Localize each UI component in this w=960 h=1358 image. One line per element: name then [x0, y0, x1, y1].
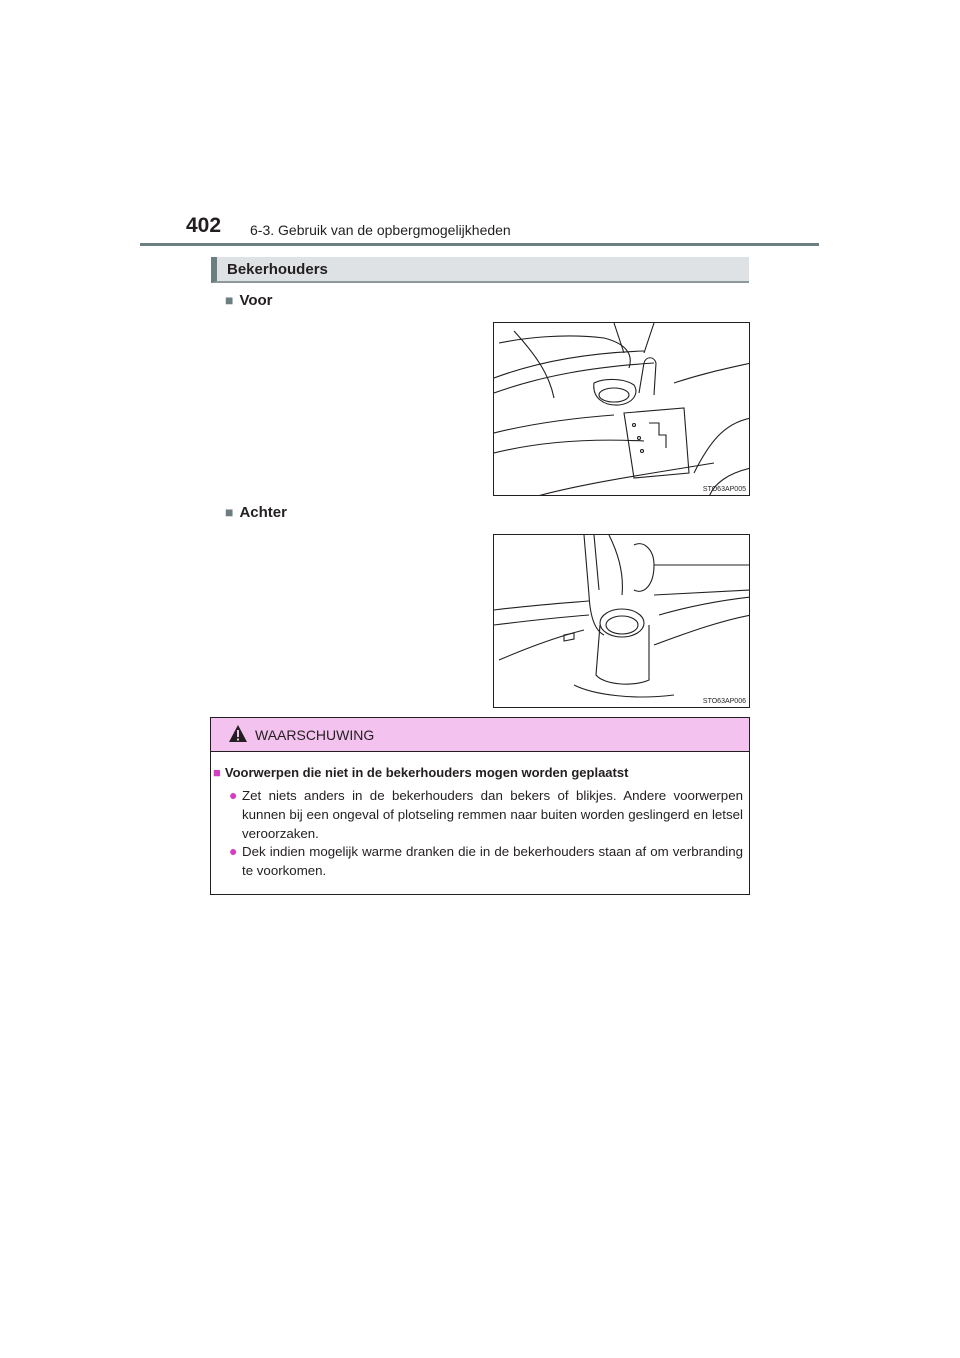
warning-header-label: WAARSCHUWING: [255, 727, 375, 743]
subheading-rear: [225, 504, 287, 521]
figure-front-cupholder: [493, 322, 750, 496]
figure-rear-code: STO63AP006: [702, 698, 746, 705]
warning-box: [210, 717, 750, 895]
section-heading: Bekerhouders: [227, 261, 328, 278]
page-number: 402: [186, 214, 222, 237]
figure-rear-cupholder: [493, 534, 750, 708]
subheading-rear-label: Achter: [239, 504, 287, 521]
warning-item: [229, 842, 743, 880]
subheading-front-label: Voor: [239, 292, 273, 309]
warning-item: [229, 786, 743, 843]
subheading-front: [225, 292, 273, 309]
square-bullet-icon: ■: [213, 765, 221, 780]
warning-item-text: Zet niets anders in de bekerhouders dan bekers of blikjes. Andere voorwerpen kunnen bij een ongeval of plotseling remmen naar buiten worden geslingerd en letsel veroorzaken.: [242, 788, 743, 841]
warning-triangle-icon: [228, 724, 248, 743]
section-title: 6-3. Gebruik van de opbergmogelijkheden: [250, 222, 511, 238]
warning-header: [211, 718, 749, 752]
circle-bullet-icon: ●: [229, 787, 238, 803]
figure-front-code: STO63AP005: [702, 486, 746, 493]
square-bullet-icon: ■: [225, 504, 234, 520]
header-divider: [140, 243, 819, 246]
warning-item-text: Dek indien mogelijk warme dranken die in de bekerhouders staan af om verbranding te voorkomen.: [242, 844, 743, 878]
circle-bullet-icon: ●: [229, 843, 238, 859]
square-bullet-icon: ■: [225, 292, 234, 308]
warning-title-text: Voorwerpen die niet in de bekerhouders mogen worden geplaatst: [224, 765, 629, 780]
section-heading-bar: [211, 257, 749, 283]
front-cupholder-illustration: [494, 323, 750, 496]
warning-title: [213, 765, 628, 780]
rear-cupholder-illustration: [494, 535, 750, 708]
